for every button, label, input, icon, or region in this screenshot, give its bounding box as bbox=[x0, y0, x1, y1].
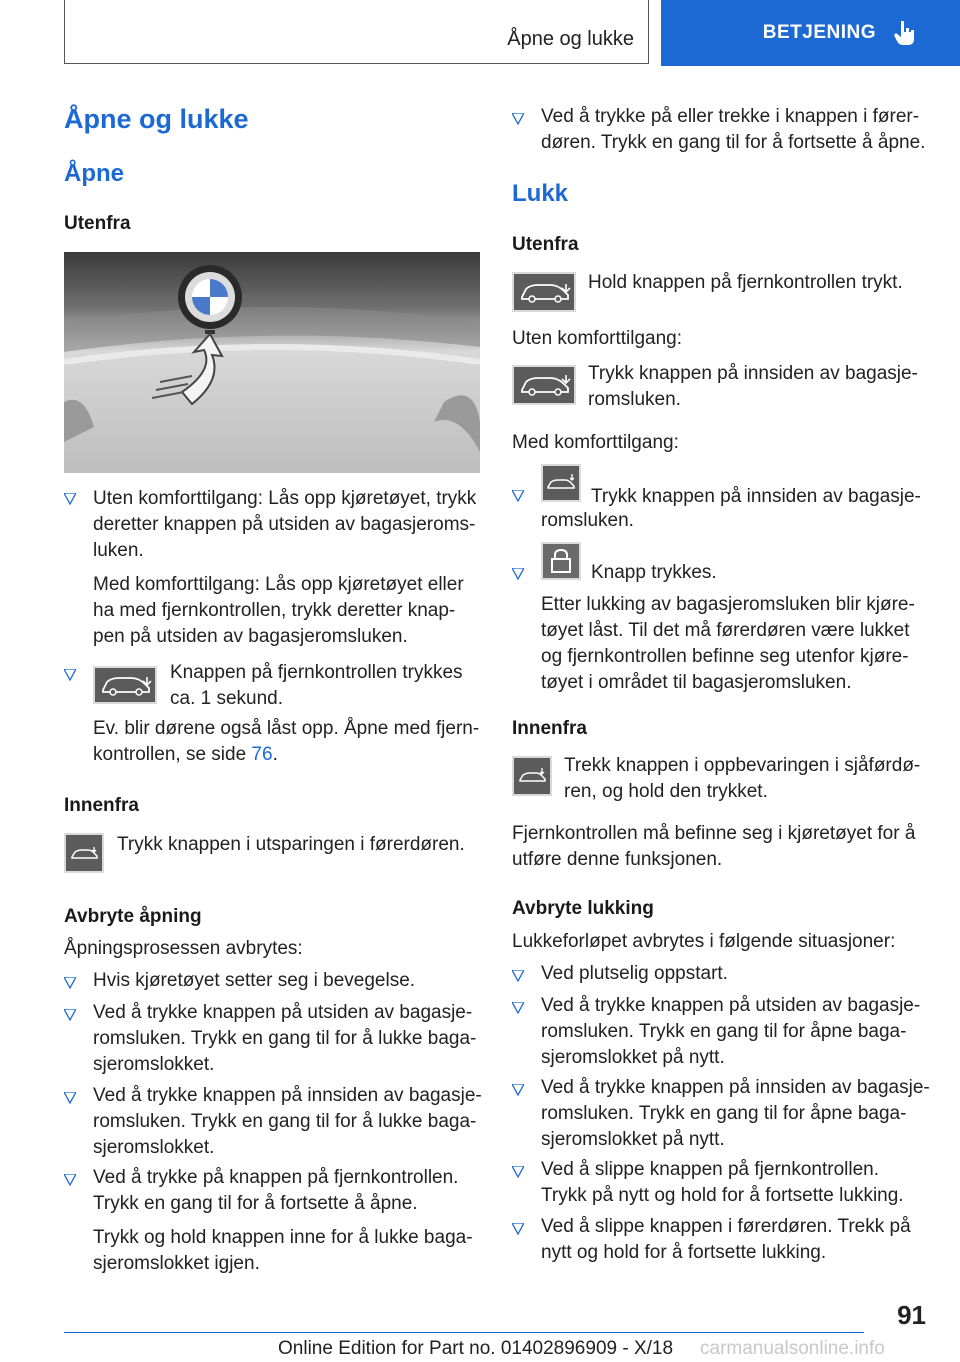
bullet-text: Ved å trykke knappen på utsiden av bagasje- bbox=[541, 995, 921, 1016]
bullet-subtext: ha med fjernkontrollen, trykk deretter knap- bbox=[93, 600, 456, 621]
hand-pointer-icon bbox=[892, 19, 918, 47]
triangle-bullet-icon bbox=[64, 977, 76, 989]
bullet-text: sjeromslokket på nytt. bbox=[541, 1129, 725, 1150]
page-link[interactable]: 76 bbox=[251, 744, 273, 765]
bullet-text: Ved å trykke knappen på innsiden av bagasje- bbox=[541, 1077, 930, 1098]
bullet-text: Uten komforttilgang: Lås opp kjøretøyet, trykk bbox=[93, 488, 477, 509]
triangle-bullet-icon bbox=[64, 493, 76, 505]
trunk-car-icon bbox=[93, 666, 157, 704]
inside-close-text: Trekk knappen i oppbevaringen i sjåførdø- bbox=[564, 755, 921, 776]
inside-text: Trykk knappen i utsparingen i førerdøren. bbox=[117, 834, 465, 855]
trunk-inside-button-icon bbox=[512, 365, 576, 405]
bullet-text: Ved å trykke på eller trekke i knappen i fører- bbox=[541, 106, 920, 127]
header-chapter-label: BETJENING bbox=[762, 22, 876, 43]
heading-outside: Utenfra bbox=[64, 213, 131, 234]
bullet-text: romsluken. Trykk en gang til for åpne baga- bbox=[541, 1021, 907, 1042]
door-button-icon bbox=[512, 756, 552, 796]
bullet-text: luken. bbox=[93, 540, 144, 561]
heading-inside: Innenfra bbox=[64, 795, 139, 816]
bullet-text: ca. 1 sekund. bbox=[170, 688, 284, 709]
abort-close-intro: Lukkeforløpet avbrytes i følgende situasjoner: bbox=[512, 931, 896, 952]
triangle-bullet-icon bbox=[64, 1092, 76, 1104]
trunk-close-button-icon bbox=[541, 464, 581, 502]
no-comfort-label: Uten komforttilgang: bbox=[512, 328, 683, 349]
bullet-text: Ved plutselig oppstart. bbox=[541, 963, 728, 984]
heading-open: Åpne bbox=[64, 160, 124, 187]
bullet-subtext: Trykk og hold knappen inne for å lukke baga- bbox=[93, 1227, 473, 1248]
triangle-bullet-icon bbox=[512, 113, 524, 125]
triangle-bullet-icon bbox=[512, 1223, 524, 1235]
bullet-text: Hvis kjøretøyet setter seg i bevegelse. bbox=[93, 970, 416, 991]
page-title: Åpne og lukke bbox=[64, 104, 249, 134]
bullet-text: deretter knappen på utsiden av bagasjeroms- bbox=[93, 514, 476, 535]
bullet-text: Ved å slippe knappen i førerdøren. Trekk på bbox=[541, 1216, 911, 1237]
header-section-title: Åpne og lukke bbox=[507, 28, 634, 50]
header-chapter-tab[interactable] bbox=[661, 0, 960, 66]
bullet-subtext: tøyet i området til bagasjeromsluken. bbox=[541, 672, 852, 693]
no-comfort-text: Trykk knappen på innsiden av bagasje- bbox=[588, 363, 918, 384]
bullet-subtext: tøyet låst. Til det må førerdøren være lukket bbox=[541, 620, 910, 641]
bullet-text: sjeromslokket på nytt. bbox=[541, 1047, 725, 1068]
page-number: 91 bbox=[897, 1300, 926, 1330]
triangle-bullet-icon bbox=[512, 1002, 524, 1014]
footer-watermark: carmanualsonline.info bbox=[700, 1338, 885, 1359]
triangle-bullet-icon bbox=[512, 1166, 524, 1178]
triangle-bullet-icon bbox=[512, 568, 524, 580]
heading-abort-close: Avbryte lukking bbox=[512, 898, 654, 919]
remote-note: utføre denne funksjonen. bbox=[512, 849, 723, 870]
heading-outside-close: Utenfra bbox=[512, 234, 579, 255]
bullet-text: romsluken. Trykk en gang til for åpne baga- bbox=[541, 1103, 907, 1124]
trunk-button-photo bbox=[64, 252, 480, 473]
bullet-text: sjeromslokket. bbox=[93, 1054, 215, 1075]
bullet-text: romsluken. Trykk en gang til for å lukke baga- bbox=[93, 1111, 477, 1132]
door-button-icon bbox=[64, 833, 104, 873]
bullet-text: Knapp trykkes. bbox=[591, 562, 717, 583]
bullet-subtext: . bbox=[272, 744, 278, 765]
abort-intro: Åpningsprosessen avbrytes: bbox=[64, 938, 303, 959]
triangle-bullet-icon bbox=[512, 490, 524, 502]
bullet-text: Ved å trykke knappen på utsiden av bagasje- bbox=[93, 1002, 473, 1023]
triangle-bullet-icon bbox=[512, 970, 524, 982]
bullet-subtext: kontrollen, se side bbox=[93, 744, 252, 765]
triangle-bullet-icon bbox=[64, 669, 76, 681]
bullet-text: døren. Trykk en gang til for å fortsette å åpne. bbox=[541, 132, 926, 153]
footer-edition: Online Edition for Part no. 01402896909 - X/18 bbox=[278, 1338, 674, 1359]
footer-divider bbox=[64, 1332, 864, 1333]
bullet-text: sjeromslokket. bbox=[93, 1137, 215, 1158]
inside-close-text: ren, og hold den trykket. bbox=[564, 781, 768, 802]
bullet-text: romsluken. bbox=[541, 510, 634, 531]
heading-close: Lukk bbox=[512, 180, 569, 207]
heading-inside-close: Innenfra bbox=[512, 718, 587, 739]
no-comfort-text: romsluken. bbox=[588, 389, 681, 410]
triangle-bullet-icon bbox=[64, 1009, 76, 1021]
bullet-subtext: Med komforttilgang: Lås opp kjøretøyet eller bbox=[93, 574, 464, 595]
bullet-text: Trykk på nytt og hold for å fortsette lukking. bbox=[541, 1185, 904, 1206]
trunk-car-icon bbox=[512, 272, 576, 312]
triangle-bullet-icon bbox=[64, 1174, 76, 1186]
bullet-text: Knappen på fjernkontrollen trykkes bbox=[170, 662, 463, 683]
lock-icon bbox=[541, 542, 581, 580]
with-comfort-label: Med komforttilgang: bbox=[512, 432, 679, 453]
bullet-subtext: og fjernkontrollen befinne seg utenfor kjøre- bbox=[541, 646, 909, 667]
bullet-subtext: sjeromslokket igjen. bbox=[93, 1253, 260, 1274]
page-header bbox=[0, 0, 960, 66]
bullet-text: Ved å trykke på knappen på fjernkontrollen. bbox=[93, 1167, 459, 1188]
bullet-text: Ved å slippe knappen på fjernkontrollen. bbox=[541, 1159, 880, 1180]
bullet-text: romsluken. Trykk en gang til for å lukke baga- bbox=[93, 1028, 477, 1049]
bullet-subtext: pen på utsiden av bagasjeromsluken. bbox=[93, 626, 408, 647]
bullet-text: Trykk en gang til for å fortsette å åpne. bbox=[93, 1193, 418, 1214]
heading-abort-open: Avbryte åpning bbox=[64, 906, 202, 927]
bullet-text: Trykk knappen på innsiden av bagasje- bbox=[591, 486, 921, 507]
bullet-subtext: Ev. blir dørene også låst opp. Åpne med fjern- bbox=[93, 718, 480, 739]
bullet-subtext: Etter lukking av bagasjeromsluken blir kjøre- bbox=[541, 594, 915, 615]
remote-note: Fjernkontrollen må befinne seg i kjøretøyet for å bbox=[512, 823, 916, 844]
bullet-text: nytt og hold for å fortsette lukking. bbox=[541, 1242, 827, 1263]
triangle-bullet-icon bbox=[512, 1084, 524, 1096]
bullet-text: Ved å trykke knappen på innsiden av bagasje- bbox=[93, 1085, 482, 1106]
outside-close-text: Hold knappen på fjernkontrollen trykt. bbox=[588, 272, 903, 293]
